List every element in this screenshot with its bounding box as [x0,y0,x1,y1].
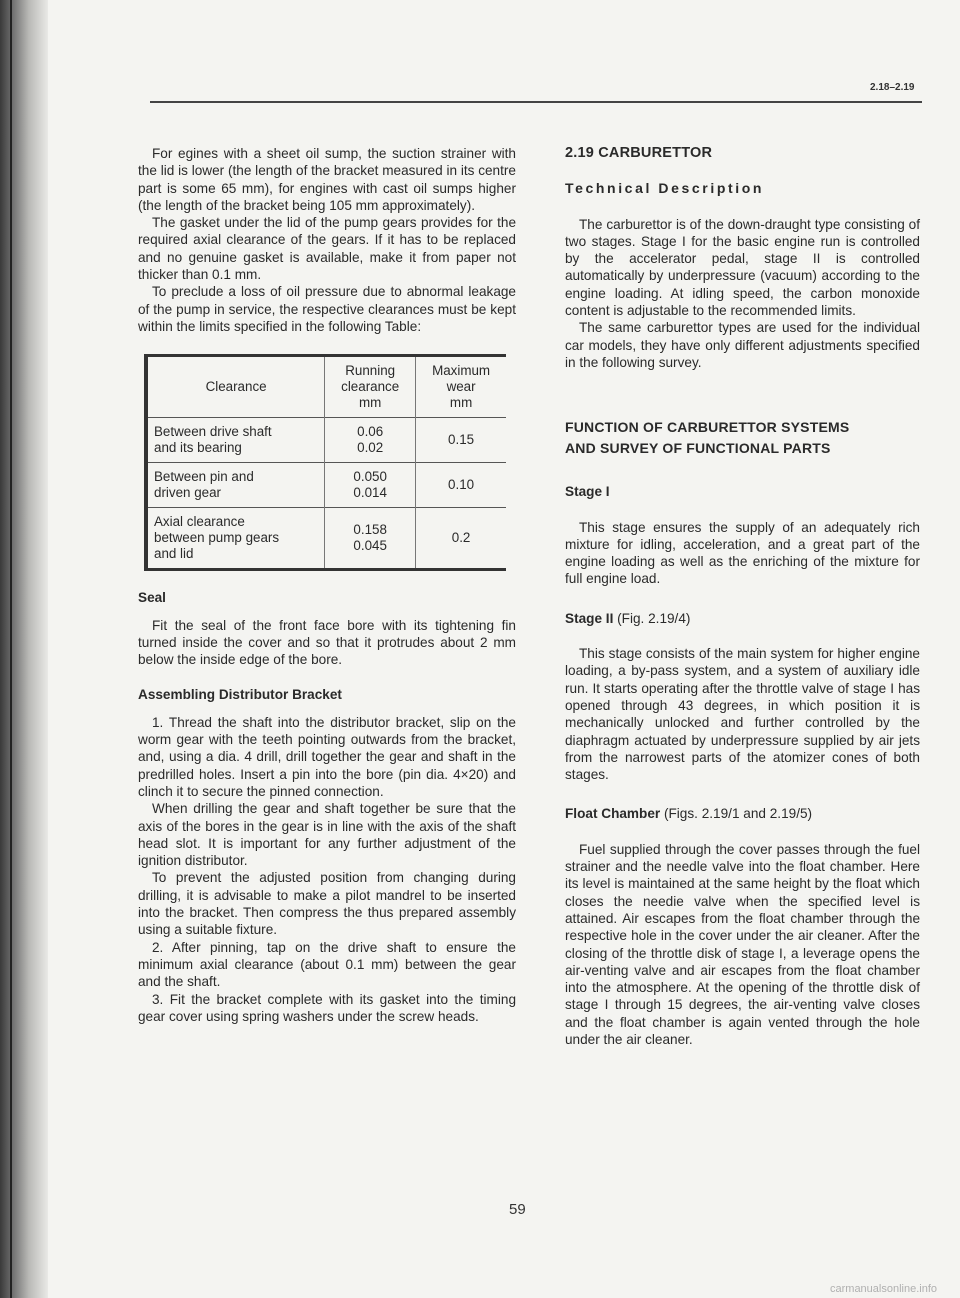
assembling-paragraph-3: To prevent the adjusted position from changing during drilling, it is advisable to make a pilot mandrel to be inserted into the bracket. Then compress the thus prepared assembly using a suitable fixture. [138,870,516,938]
technical-paragraph-1: The carburettor is of the down-draught type consisting of two stages. Stage I for the basic engine run is controlled by the accelerator pedal, stage II is controlled automatically by underpressure (vacuum) according to the engine loading. At idling speed, the carbon monoxide content is adjustable to the recommended limits. [565,216,920,319]
right-column [565,145,920,1048]
book-spine-shadow [0,0,48,1298]
header-running-clearance: Running clearance mm [325,356,416,418]
intro-paragraph-1: For egines with a sheet oil sump, the suction strainer with the lid is lower (the length of the bracket measured in its centre part is some 65 mm), for engines with cast oil sumps higher (the length of the bracket being 105 mm approximately). [138,146,516,213]
page-reference: 2.18–2.19 [870,82,915,93]
table-row [146,508,506,570]
row-name: Axial clearance between pump gears and lid [146,508,325,570]
assembling-heading: Assembling Distributor Bracket [138,687,342,703]
assembling-step-1: 1. Thread the shaft into the distributor bracket, slip on the worm gear with the teeth pointing outwards from the bracket, and, using a dia. 4 drill, drill together the gear and shaft in the predrilled holes. Insert a pin into the bore (pin dia. 4×20) and clinch it to secure the pinned connection. [138,714,516,799]
section-title: 2.19 CARBURETTOR [565,145,713,161]
header-clearance: Clearance [146,356,325,418]
left-column [138,145,516,1025]
row-max: 0.10 [416,463,506,508]
watermark: carmanualsonline.info [830,1283,938,1295]
spine-edge-line [10,0,12,1298]
table-row [146,418,506,463]
assembling-step-3: 3. Fit the bracket complete with its gasket into the timing gear cover using spring washers under the screw heads. [138,991,516,1024]
assembling-paragraph-2: When drilling the gear and shaft together be sure that the axis of the bores in the gear is in line with the axis of the shaft head slot. It is important for any further adjustment of the ignition distributor. [138,801,516,869]
table-row [146,463,506,508]
row-running: 0.158 0.045 [325,508,416,570]
header-rule [150,101,922,103]
intro-paragraph-3: To preclude a loss of oil pressure due to abnormal leakage of the pump in service, the respective clearances must be kept within the limits specified in the following Table: [138,284,516,334]
technical-description-heading: Technical Description [565,180,765,197]
function-heading-line-1: FUNCTION OF CARBURETTOR SYSTEMS [565,419,850,436]
stage-2-figure-ref: (Fig. 2.19/4) [617,610,691,626]
stage-1-heading: Stage I [565,484,610,500]
seal-paragraph: Fit the seal of the front face bore with its tightening fin turned inside the cover and so that it protrudes about 2 mm below the inside edge of the bore. [138,617,516,668]
clearance-table [144,354,506,571]
assembling-step-2: 2. After pinning, tap on the drive shaft to ensure the minimum axial clearance (about 0.1 mm) between the gear and the shaft. [138,939,516,990]
stage-2-heading: Stage II (Fig. 2.19/4) [565,610,691,626]
float-chamber-figure-ref: (Figs. 2.19/1 and 2.19/5) [663,806,813,822]
row-running: 0.050 0.014 [325,463,416,508]
row-name: Between drive shaft and its bearing [146,418,325,463]
function-heading-line-2: AND SURVEY OF FUNCTIONAL PARTS [565,440,831,457]
header-maximum-wear: Maximum wear mm [416,356,506,418]
technical-paragraph-2: The same carburettor types are used for the individual car models, they have only different adjustments specified in the following survey. [565,320,920,370]
float-chamber-heading: Float Chamber (Figs. 2.19/1 and 2.19/5) [565,806,813,822]
row-max: 0.2 [416,508,506,570]
row-max: 0.15 [416,418,506,463]
row-running: 0.06 0.02 [325,418,416,463]
page-number: 59 [509,1201,526,1218]
row-name: Between pin and driven gear [146,463,325,508]
stage-1-paragraph: This stage ensures the supply of an adequately rich mixture for idling, acceleration, and a great part of the engine loading as well as the enriching of the mixture for full engine load. [565,519,920,587]
intro-paragraph-2: The gasket under the lid of the pump gears provides for the required axial clearance of the gears. If it has to be replaced and no genuine gasket is available, make it from paper not thicker than 0.1 mm. [138,215,516,283]
seal-heading: Seal [138,590,166,606]
stage-2-paragraph: This stage consists of the main system for higher engine loading, a by-pass system, and a system of auxiliary idle run. It starts operating after the throttle valve of stage I has opened through 43 degrees, in which position it is mechanically unlocked and further controlled by the diaphragm actuated by underpressure supplied by air jets from the narrowest parts of the atomizer cones of both stages. [565,646,920,783]
float-chamber-paragraph: Fuel supplied through the cover passes through the fuel strainer and the needle valve into the float chamber. Here its level is maintained at the same height by the float which closes the needie valve when the specified level is attained. Air escapes from the float chamber through the respective hole in the cover under the air cleaner. After the closing of the throttle disk of stage I, a leverage opens the air-venting valve and air escapes from the float chamber into the atmosphere. At the opening of the throttle disk of stage I through 15 degrees, the air-venting valve closes and the float chamber is again vented through the hole under the air cleaner. [565,841,920,1047]
